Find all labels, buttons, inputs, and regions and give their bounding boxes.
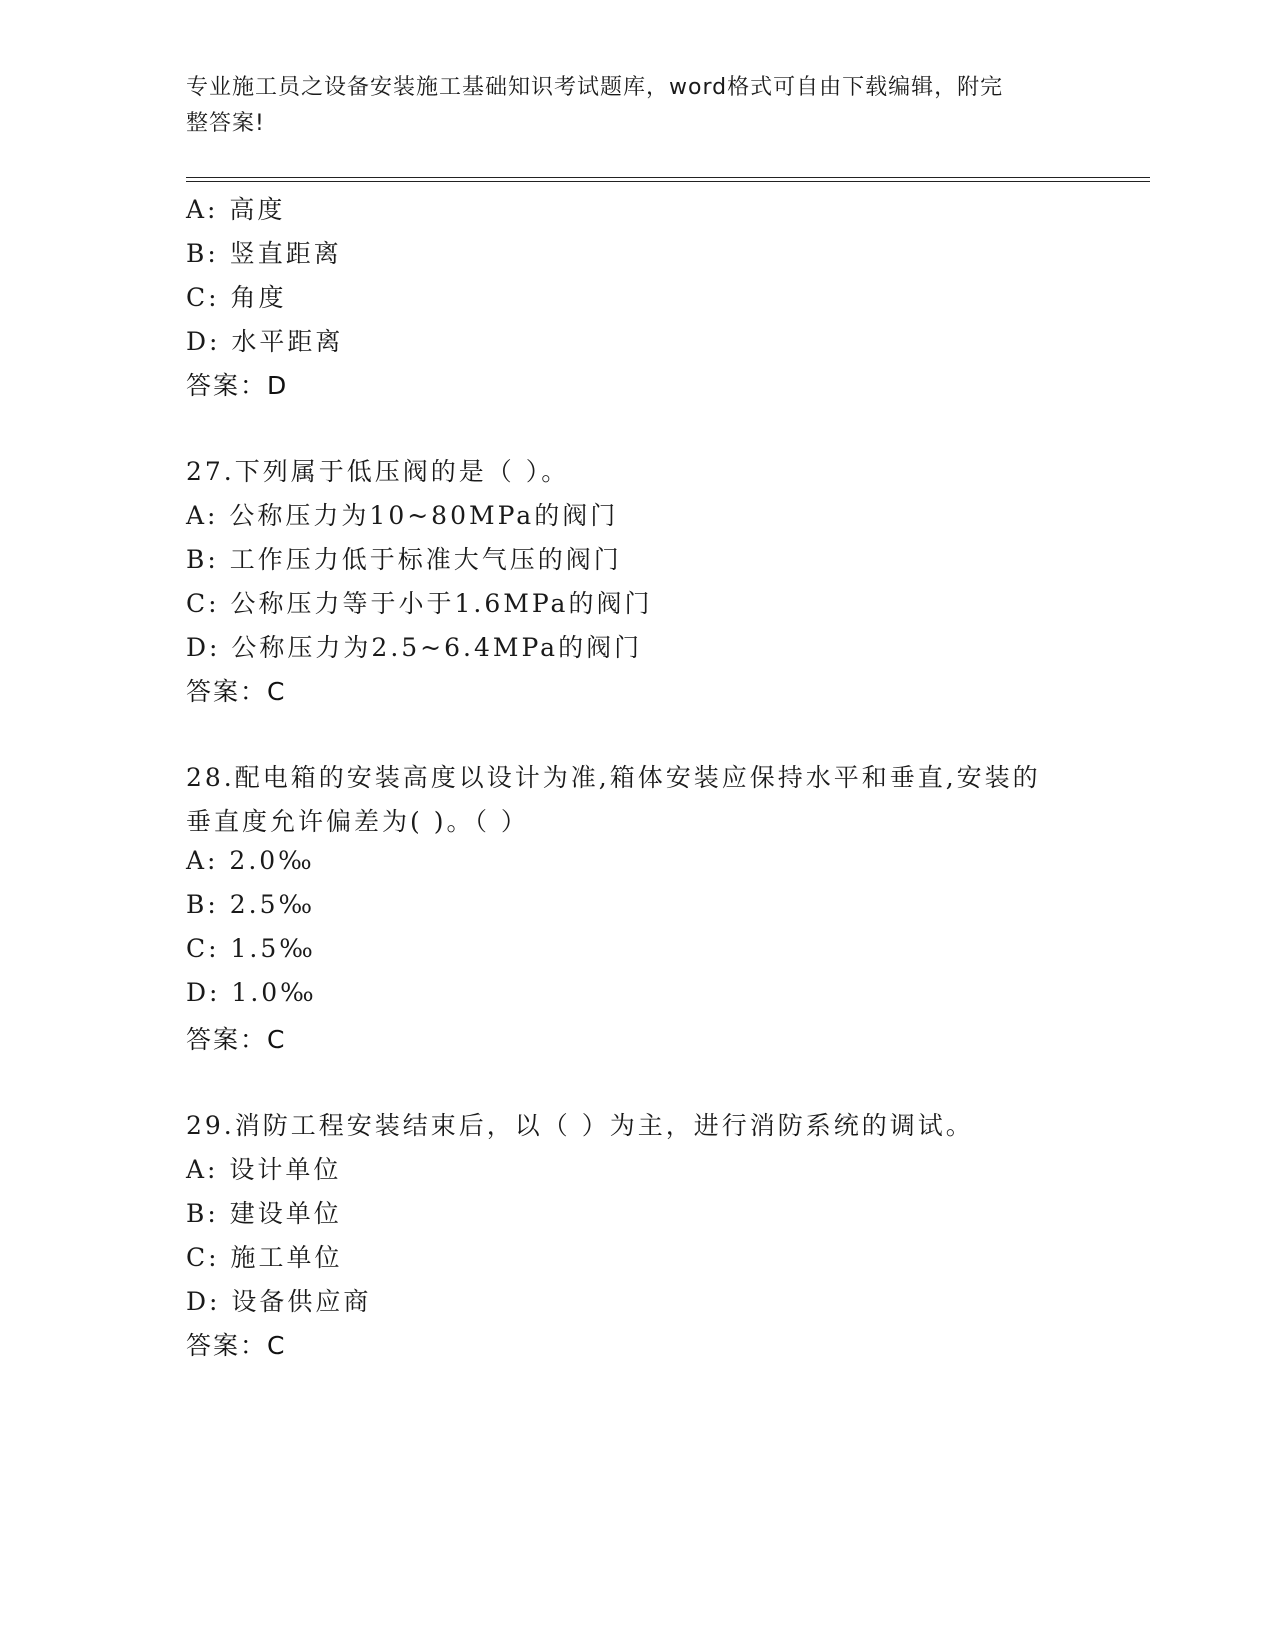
header-title-line-2: 整答案! [186, 111, 265, 136]
q28-option-b: B: 2.5‰ [186, 890, 316, 919]
q28-option-c: C: 1.5‰ [186, 934, 316, 963]
q26-option-c: C: 角度 [186, 283, 287, 312]
q29-option-c: C: 施工单位 [186, 1243, 343, 1272]
q29-question: 29.消防工程安装结束后，以（ ）为主，进行消防系统的调试。 [186, 1111, 974, 1140]
q27-option-c: C: 公称压力等于小于1.6MPa的阀门 [186, 589, 653, 618]
q29-answer: 答案：C [186, 1331, 287, 1360]
q26-answer: 答案：D [186, 371, 289, 400]
q27-answer: 答案：C [186, 677, 287, 706]
header-title-line-1: 专业施工员之设备安装施工基础知识考试题库，word格式可自由下载编辑，附完 [186, 75, 1004, 100]
q26-option-a: A: 高度 [186, 195, 286, 224]
q28-option-d: D: 1.0‰ [186, 978, 317, 1007]
q27-option-b: B: 工作压力低于标准大气压的阀门 [186, 545, 622, 574]
header-divider [186, 177, 1150, 182]
q28-option-a: A: 2.0‰ [186, 846, 315, 875]
q28-question-line-1: 28.配电箱的安装高度以设计为准,箱体安装应保持水平和垂直,安装的 [186, 763, 1041, 792]
q27-option-a: A: 公称压力为10~80MPa的阀门 [186, 501, 619, 530]
q26-option-d: D: 水平距离 [186, 327, 344, 356]
q28-answer: 答案：C [186, 1025, 287, 1054]
q29-option-d: D: 设备供应商 [186, 1287, 372, 1316]
q26-option-b: B: 竖直距离 [186, 239, 342, 268]
q27-question: 27.下列属于低压阀的是（ ）。 [186, 457, 570, 486]
q27-option-d: D: 公称压力为2.5~6.4MPa的阀门 [186, 633, 643, 662]
q29-option-b: B: 建设单位 [186, 1199, 342, 1228]
q29-option-a: A: 设计单位 [186, 1155, 342, 1184]
document-header [186, 70, 1066, 142]
q28-question-line-2: 垂直度允许偏差为( )。（ ） [186, 807, 529, 836]
